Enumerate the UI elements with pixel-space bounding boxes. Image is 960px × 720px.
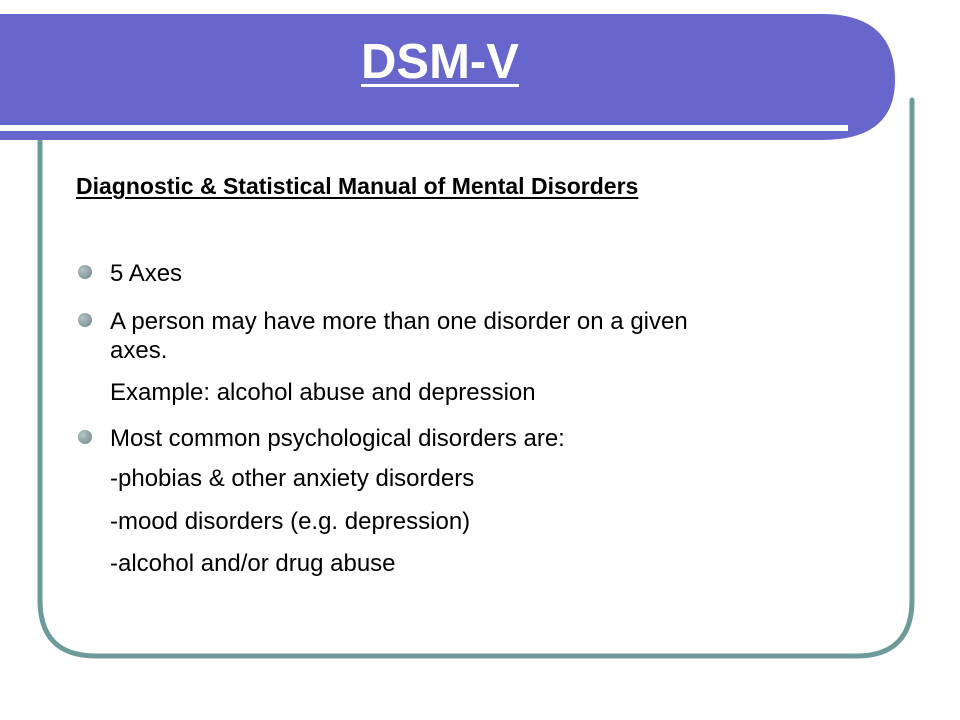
list-item: A person may have more than one disorder on a given <box>110 308 688 335</box>
list-item: -alcohol and/or drug abuse <box>110 550 396 577</box>
bullet-dot <box>78 265 92 279</box>
bullet-dot <box>78 430 92 444</box>
title-bar-stripe <box>0 125 848 131</box>
slide-title-text: DSM-V <box>361 35 519 89</box>
list-item: Example: alcohol abuse and depression <box>110 379 536 406</box>
list-item: Most common psychological disorders are: <box>110 425 565 452</box>
list-item: 5 Axes <box>110 260 183 287</box>
list-item-continuation: axes. <box>110 337 168 364</box>
list-item: -mood disorders (e.g. depression) <box>110 508 471 535</box>
list-item: -phobias & other anxiety disorders <box>110 465 475 492</box>
bullet-dot <box>78 313 92 327</box>
slide-title <box>0 35 880 89</box>
slide-subtitle: Diagnostic & Statistical Manual of Mental Disorders <box>76 173 639 199</box>
